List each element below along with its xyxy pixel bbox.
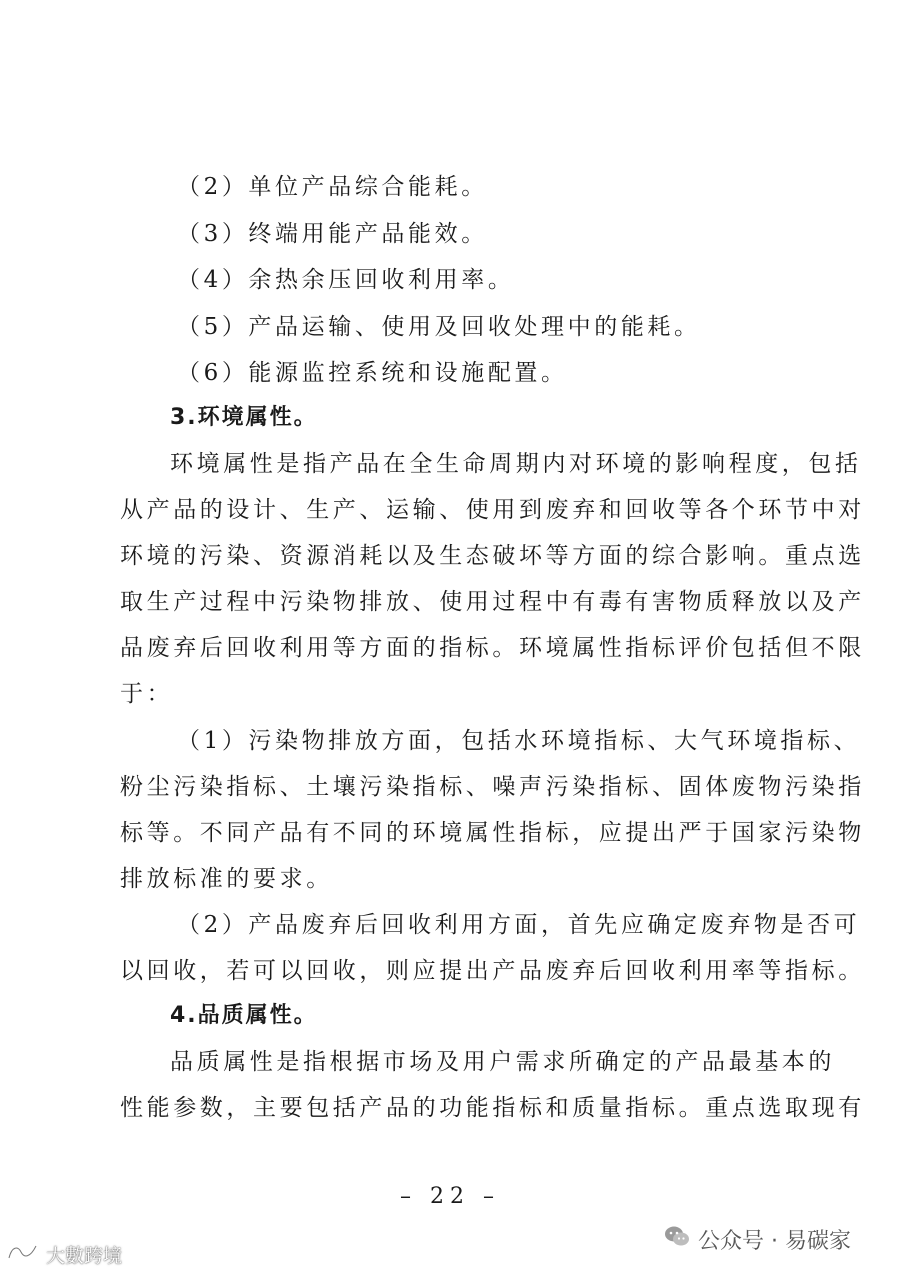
brand-logo-icon xyxy=(6,1242,40,1267)
list-item: （5）产品运输、使用及回收处理中的能耗。 xyxy=(177,314,701,340)
paragraph-line: 以回收，若可以回收，则应提出产品废弃后回收利用率等指标。 xyxy=(120,958,865,984)
paragraph-line: 环境的污染、资源消耗以及生态破坏等方面的综合影响。重点选 xyxy=(120,543,865,569)
paragraph-line: 粉尘污染指标、土壤污染指标、噪声污染指标、固体废物污染指 xyxy=(120,774,865,800)
wechat-icon xyxy=(664,1225,690,1253)
paragraph-line: 性能参数，主要包括产品的功能指标和质量指标。重点选取现有 xyxy=(120,1095,865,1121)
paragraph-line: 取生产过程中污染物排放、使用过程中有毒有害物质释放以及产 xyxy=(120,589,865,615)
paragraph-line: 排放标准的要求。 xyxy=(120,866,333,892)
section-heading-environment: 3.环境属性。 xyxy=(170,405,318,430)
paragraph-line: 于： xyxy=(120,681,174,707)
watermark-text: 公众号 · 易碳家 xyxy=(698,1228,851,1254)
list-item: （3）终端用能产品能效。 xyxy=(177,221,488,247)
paragraph-line: 标等。不同产品有不同的环境属性指标，应提出严于国家污染物 xyxy=(120,820,865,846)
paragraph-line: （1）污染物排放方面，包括水环境指标、大气环境指标、 xyxy=(177,728,861,754)
paragraph-line: （2）产品废弃后回收利用方面，首先应确定废弃物是否可 xyxy=(177,912,861,938)
list-item: （2）单位产品综合能耗。 xyxy=(177,174,488,200)
list-item: （4）余热余压回收利用率。 xyxy=(177,267,515,293)
watermark-text: 大數跨境 xyxy=(46,1244,123,1267)
page-number: – 22 – xyxy=(400,1184,500,1209)
paragraph-line: 环境属性是指产品在全生命周期内对环境的影响程度，包括 xyxy=(170,451,862,477)
paragraph-line: 品质属性是指根据市场及用户需求所确定的产品最基本的 xyxy=(170,1049,835,1075)
watermark-wechat xyxy=(664,1222,851,1256)
list-item: （6）能源监控系统和设施配置。 xyxy=(177,360,568,386)
section-heading-quality: 4.品质属性。 xyxy=(170,1003,318,1028)
watermark-brand xyxy=(6,1240,122,1268)
paragraph-line: 品废弃后回收利用等方面的指标。环境属性指标评价包括但不限 xyxy=(120,635,865,661)
paragraph-line: 从产品的设计、生产、运输、使用到废弃和回收等各个环节中对 xyxy=(120,497,865,523)
